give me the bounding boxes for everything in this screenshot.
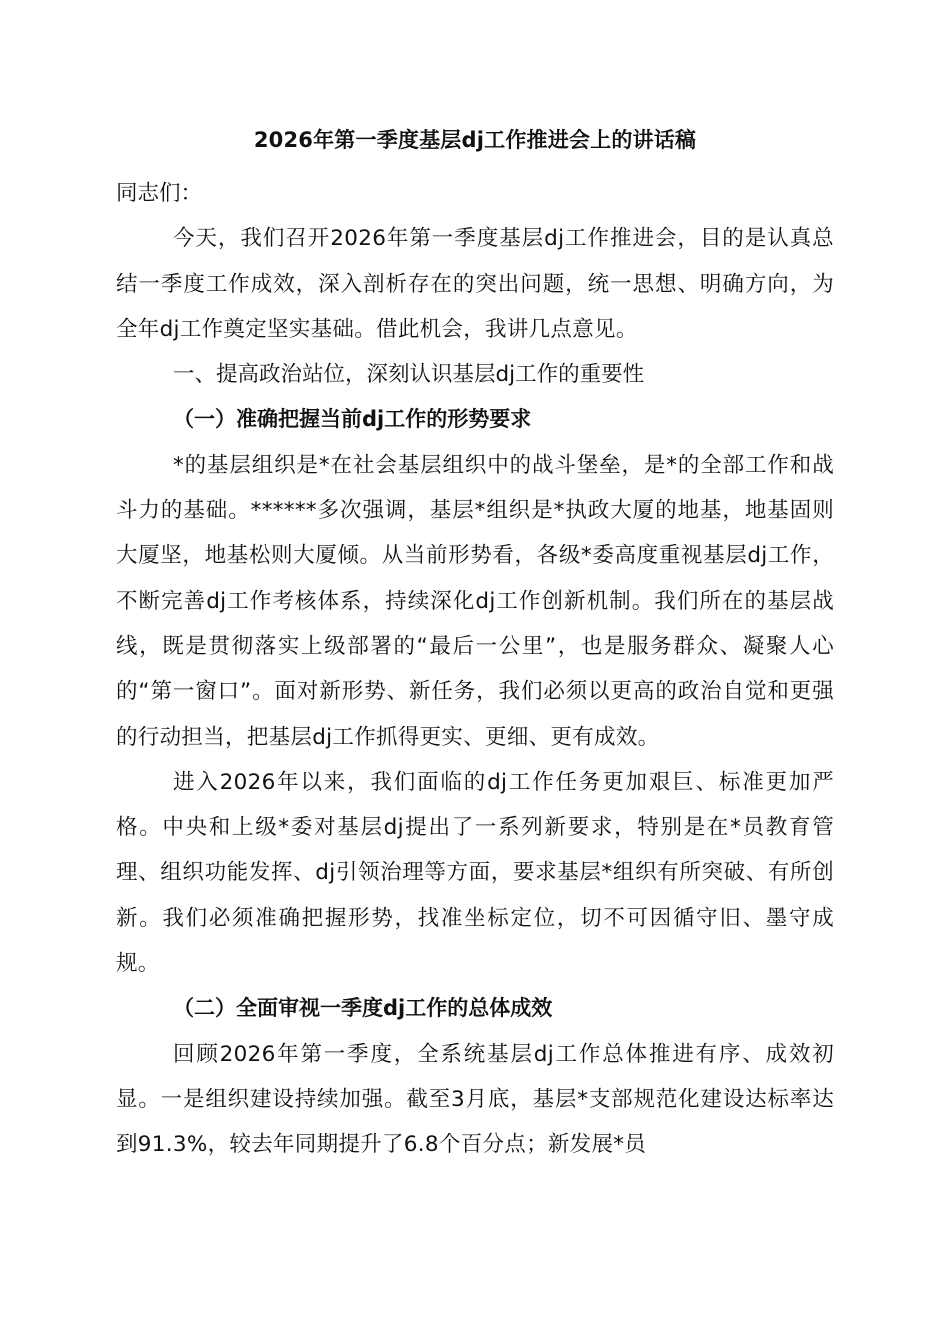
- subsection-1-paragraph-1: *的基层组织是*在社会基层组织中的战斗堡垒，是*的全部工作和战斗力的基础。******多次强调，基层*组织是*执政大厦的地基，地基固则大厦坚，地基松则大厦倾。从当前形势看，各级*委高度重视基层dj工作，不断完善dj工作考核体系，持续深化dj工作创新机制。我们所在的基层战线，既是贯彻落实上级部署的“最后一公里”，也是服务群众、凝聚人心的“第一窗口”。面对新形势、新任务，我们必须以更高的政治自觉和更强的行动担当，把基层dj工作抓得更实、更细、更有成效。: [116, 452, 834, 750]
- subsection-heading-1: （一）准确把握当前dj工作的形势要求: [173, 407, 532, 432]
- intro-paragraph: 今天，我们召开2026年第一季度基层dj工作推进会，目的是认真总结一季度工作成效，深入剖析存在的突出问题，统一思想、明确方向，为全年dj工作奠定坚实基础。借此机会，我讲几点意见。: [116, 226, 834, 342]
- subsection-1-paragraph-2: 进入2026年以来，我们面临的dj工作任务更加艰巨、标准更加严格。中央和上级*委对基层dj提出了一系列新要求，特别是在*员教育管理、组织功能发挥、dj引领治理等方面，要求基层*组织有所突破、有所创新。我们必须准确把握形势，找准坐标定位，切不可因循守旧、墨守成规。: [116, 769, 834, 977]
- document-page: [116, 118, 834, 1168]
- subsection-heading-2: （二）全面审视一季度dj工作的总体成效: [173, 996, 553, 1021]
- salutation: 同志们：: [116, 181, 203, 206]
- section-heading-1: 一、提高政治站位，深刻认识基层dj工作的重要性: [173, 362, 645, 388]
- document-title: 2026年第一季度基层dj工作推进会上的讲话稿: [253, 128, 697, 152]
- subsection-2-paragraph-1: 回顾2026年第一季度，全系统基层dj工作总体推进有序、成效初显。一是组织建设持续加强。截至3月底，基层*支部规范化建设达标率达到91.3%，较去年同期提升了6.8个百分点；新发展*员: [116, 1041, 834, 1158]
